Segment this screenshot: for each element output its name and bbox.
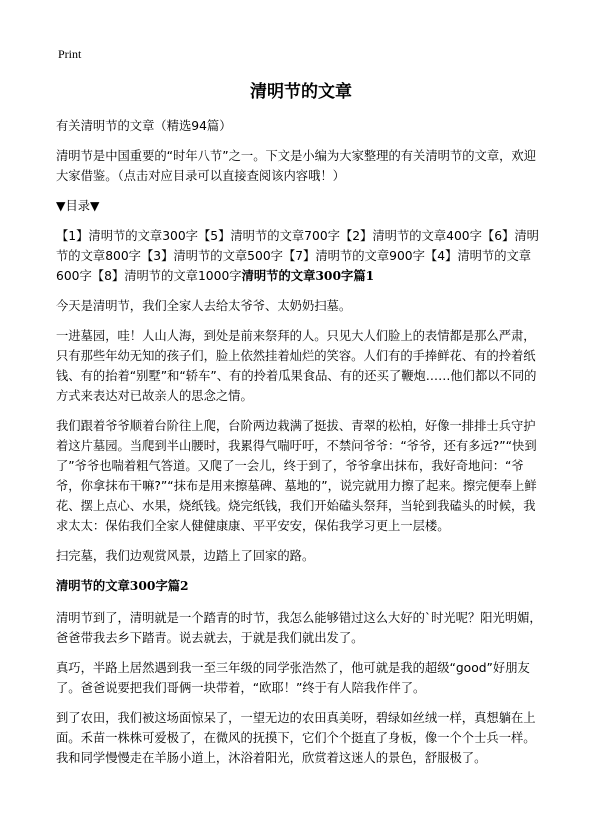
toc-link-1[interactable]: 【1】清明节的文章300字 [56,229,198,243]
paragraph: 一进墓园，哇！人山人海，到处是前来祭拜的人。只见大人们脸上的表情都是那么严肃，只有那些年幼无知的孩子们，脸上依然挂着灿烂的笑容。人们有的手捧鲜花、有的拎着纸钱、有的抬着“别墅”和“轿车”、有的拎着瓜果食品、有的还买了鞭炮……他们都以不同的方式来表达对已故亲人的思念之情。 [56,329,537,403]
toc-link-2[interactable]: 【2】清明节的文章400字 [339,229,482,243]
paragraph: 我们跟着爷爷顺着台阶往上爬，台阶两边栽满了挺拔、青翠的松柏，好像一排排士兵守护着这片墓园。当爬到半山腰时，我累得气喘吁吁，不禁问爷爷：“爷爷，还有多远?”“快到了”爷爷也喘着粗气答道。又爬了一会儿，终于到了，爷爷拿出抹布，我好奇地问：“爷爷，你拿抹布干嘛?”“抹布是用来擦墓碑、墓地的”，说完就用力擦了起来。擦完便奉上鲜花、摆上点心、水果，烧纸钱。烧完纸钱，我们开始磕头祭拜，当轮到我磕头的时候，我求太太：保佑我们全家人健健康康、平平安安，保佑我学习更上一层楼。 [56,419,537,533]
intro-paragraph: 清明节是中国重要的“时年八节”之一。下文是小编为大家整理的有关清明节的文章，欢迎大家借鉴。（点击对应目录可以直接查阅该内容哦！） [56,149,537,183]
toc-link-6[interactable]: 【6】清明节的文章800字 [56,229,539,263]
document-body [56,80,546,778]
paragraph: 真巧，半路上居然遇到我一至三年级的同学张浩然了，他可就是我的超级“good”好朋友了。爸爸说要把我们哥俩一块带着，“欧耶！”终于有人陪我作伴了。 [56,661,530,695]
section-heading-1: 清明节的文章300字篇1 [241,268,375,283]
paragraph: 扫完墓，我们边观赏风景，边踏上了回家的路。 [56,549,315,563]
toc-link-5[interactable]: 【5】清明节的文章700字 [197,229,340,243]
paragraph: 到了农田，我们被这场面惊呆了，一望无边的农田真美呀，碧绿如丝绒一样，真想躺在上面。禾苗一株株可爱极了，在微风的抚摸下，它们个个挺直了身板，像一个个士兵一样。我和同学慢慢走在羊肠小道上，沐浴着阳光，欣赏着这迷人的景色，舒服极了。 [56,711,536,765]
toc-link-7[interactable]: 【7】清明节的文章900字 [282,249,425,263]
table-of-contents [56,226,546,286]
section-heading-2: 清明节的文章300字篇2 [56,578,189,593]
toc-link-4[interactable]: 【4】清明节的文章600字 [56,249,532,283]
page-title: 清明节的文章 [250,82,352,102]
print-link[interactable]: Print [58,47,82,61]
toc-link-8[interactable]: 【8】清明节的文章1000字 [91,269,242,283]
document-subtitle: 有关清明节的文章（精选94篇） [56,119,232,133]
paragraph: 清明节到了，清明就是一个踏青的时节，我怎么能够错过这么大好的`时光呢？阳光明媚，爸爸带我去乡下踏青。说去就去，于就是我们就出发了。 [56,611,542,645]
toc-link-3[interactable]: 【3】清明节的文章500字 [140,249,283,263]
paragraph: 今天是清明节，我们全家人去给太爷爷、太奶奶扫墓。 [56,299,352,313]
toc-label: ▼目录▼ [56,199,100,213]
